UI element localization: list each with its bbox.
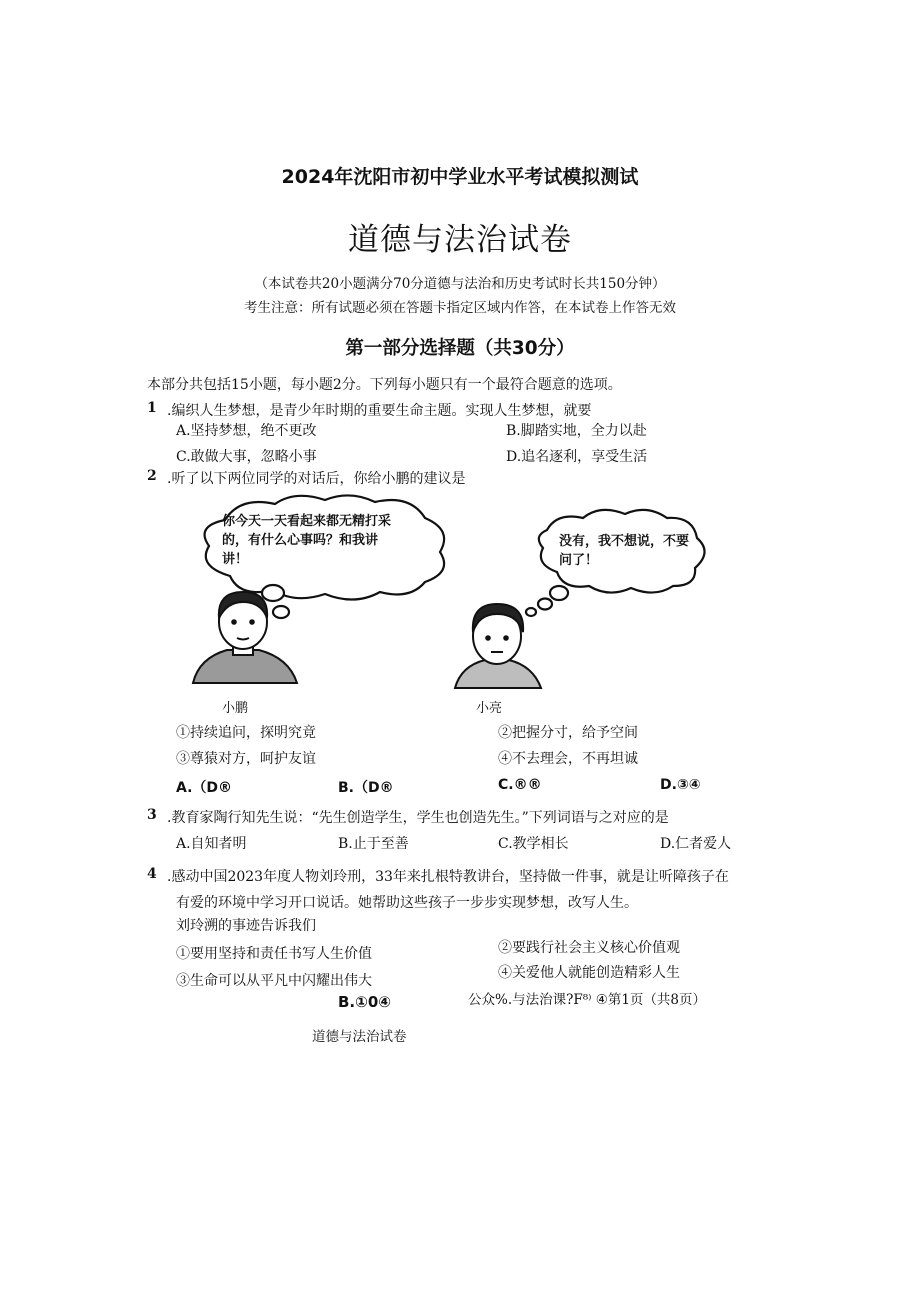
q3-option-b: B.止于至善 — [338, 836, 409, 852]
q4-stem-line-1: .感动中国2023年度人物刘玲刑，33年来扎根特教讲台，坚持做一件事，就是让听障孩子在 — [167, 869, 729, 885]
exam-note-2: 考生注意：所有试题必须在答题卡指定区域内作答，在本试卷上作答无效 — [244, 300, 676, 316]
q4-statement-4: ④关爱他人就能创造精彩人生 — [498, 965, 680, 981]
q2-statement-3: ③尊猿对方，呵护友谊 — [176, 751, 316, 767]
q4-statement-3: ③生命可以从平凡中闪耀出伟大 — [176, 973, 372, 989]
q1-option-b: B.脚踏实地，全力以赴 — [506, 423, 647, 439]
q2-statement-4: ④不去理会，不再坦诚 — [498, 751, 638, 767]
name-xiaopeng: 小鹏 — [222, 701, 249, 716]
q2-number: 2 — [147, 468, 157, 484]
q3-option-a: A.自知者明 — [176, 836, 247, 852]
q3-option-d: D.仁者爱人 — [660, 836, 732, 852]
q4-number: 4 — [147, 866, 157, 882]
exam-title: 2024年沈阳市初中学业水平考试模拟测试 — [281, 166, 639, 188]
part1-intro: 本部分共包括15小题，每小题2分。下列每小题只有一个最符合题意的选项。 — [147, 377, 622, 393]
q4-statement-2: ②要践行社会主义核心价值观 — [498, 940, 680, 956]
boy-xiaoliang-figure — [455, 604, 541, 688]
q1-option-c: C.敢做大事，忽略小事 — [176, 449, 317, 465]
page-info: 公众%.与法治课?F⁸⁾ ④第1页（共8页） — [468, 992, 707, 1008]
bubble-left-text: 你今天一天看起来都无精打采的，有什么心事吗？和我讲讲！ — [222, 514, 392, 567]
q2-option-a: A.（D® — [176, 780, 233, 796]
q4-stem-line-2: 有爱的环境中学习开口说话。她帮助这些孩子一步步实现梦想，改写人生。 — [176, 895, 638, 911]
q2-option-c: C.®® — [498, 777, 542, 793]
q3-number: 3 — [147, 807, 157, 823]
subject-title: 道德与法治试卷 — [348, 222, 572, 258]
q2-statement-1: ①持续追问，探明究竟 — [176, 725, 316, 741]
q2-stem: .听了以下两位同学的对话后，你给小鹏的建议是 — [167, 471, 466, 487]
part1-title: 第一部分选择题（共30分） — [345, 338, 575, 359]
q4-stem-line-3: 刘玲溯的事迹告诉我们 — [176, 918, 316, 934]
q1-number: 1 — [147, 400, 157, 416]
exam-note-1: （本试卷共20小题满分70分道德与法治和历史考试时长共150分钟） — [254, 276, 666, 292]
q3-stem: .教育家陶行知先生说：“先生创造学生，学生也创造先生。”下列词语与之对应的是 — [167, 810, 669, 826]
q1-stem: .编织人生梦想，是青少年时期的重要生命主题。实现人生梦想，就要 — [167, 403, 592, 419]
q4-option-b: B.①0④ — [338, 993, 391, 1011]
q3-option-c: C.教学相长 — [498, 836, 569, 852]
q2-option-d: D.③④ — [660, 777, 701, 793]
q1-option-a: A.坚持梦想，绝不更改 — [176, 423, 317, 439]
q2-option-b: B.（D® — [338, 780, 394, 796]
q4-statement-1: ①要用坚持和责任书写人生价值 — [176, 946, 372, 962]
name-xiaoliang: 小亮 — [476, 701, 503, 716]
footer-subject: 道德与法治试卷 — [312, 1029, 407, 1045]
bubble-right-text: 没有，我不想说，不要问了！ — [559, 534, 690, 568]
q1-option-d: D.追名逐利，享受生活 — [506, 449, 648, 465]
q2-statement-2: ②把握分寸，给予空间 — [498, 725, 638, 741]
